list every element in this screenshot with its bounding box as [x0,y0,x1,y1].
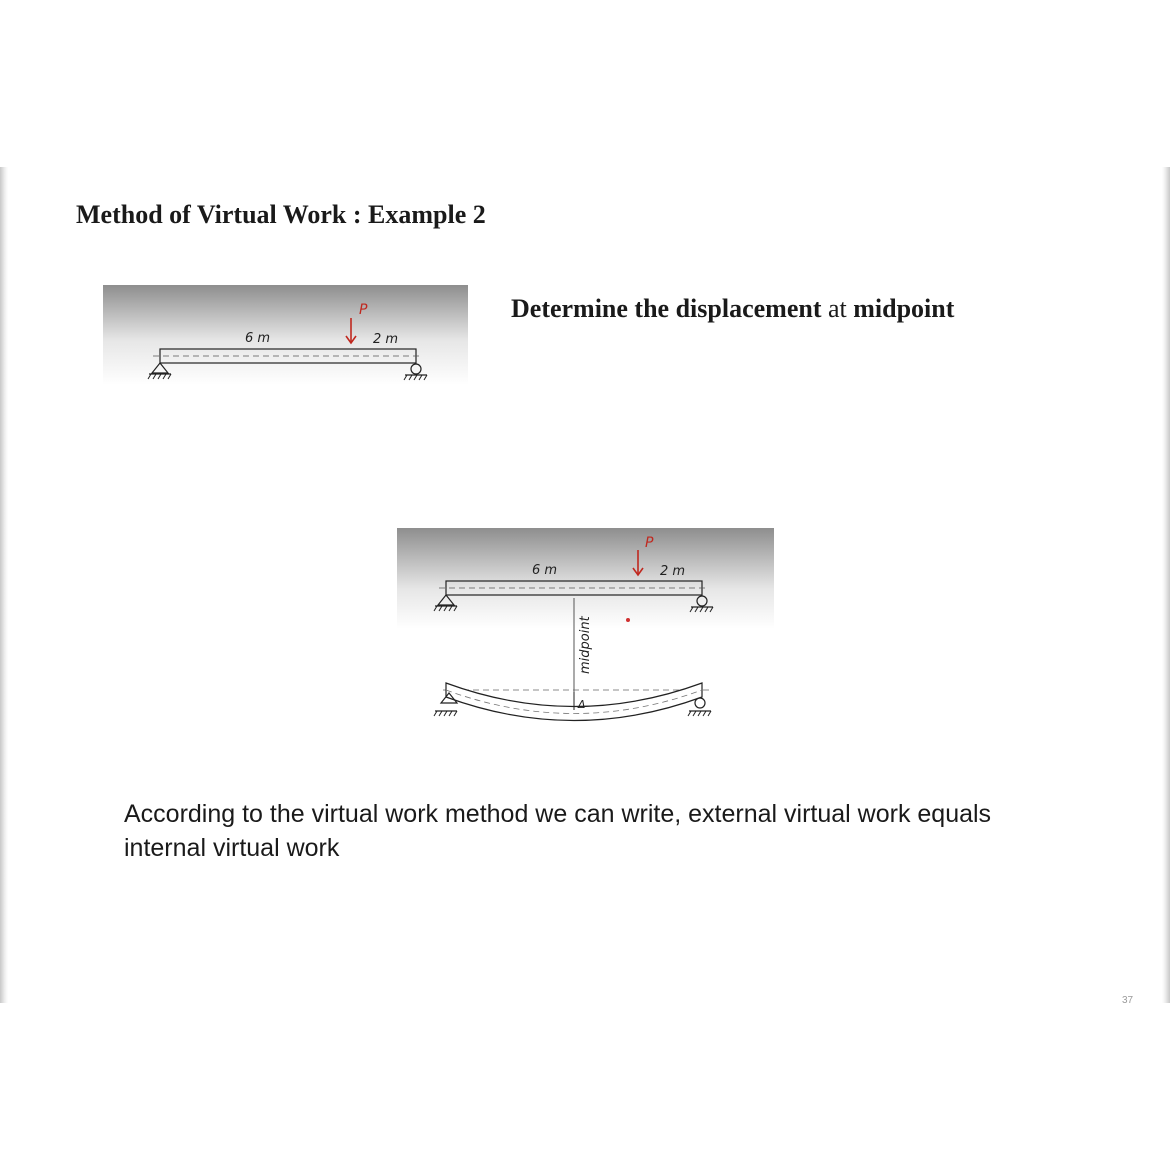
right-span-label: 2 m [373,332,399,347]
task-part-3: midpoint [853,294,955,323]
right-span-label: 2 m [660,564,686,579]
figure-background [103,285,468,385]
slide-left-edge [0,167,8,1003]
body-text: According to the virtual work method we can write, external virtual work equals internal virtual work [124,800,992,862]
beam-diagram-1 [103,285,468,385]
delta-label: Δ [578,698,586,711]
slide-right-edge [1162,167,1170,1003]
midpoint-label: midpoint [578,616,593,674]
slide-title: Method of Virtual Work : Example 2 [76,200,486,229]
beam-diagram-2 [397,528,774,730]
load-label: P [359,302,368,318]
load-label: P [645,535,654,551]
task-statement [511,294,954,324]
left-span-label: 6 m [532,563,558,578]
left-span-label: 6 m [245,331,271,346]
red-dot [626,618,630,622]
task-part-2: at [827,294,847,323]
task-part-1: Determine the displacement [511,294,822,323]
page-number [1122,992,1133,1000]
